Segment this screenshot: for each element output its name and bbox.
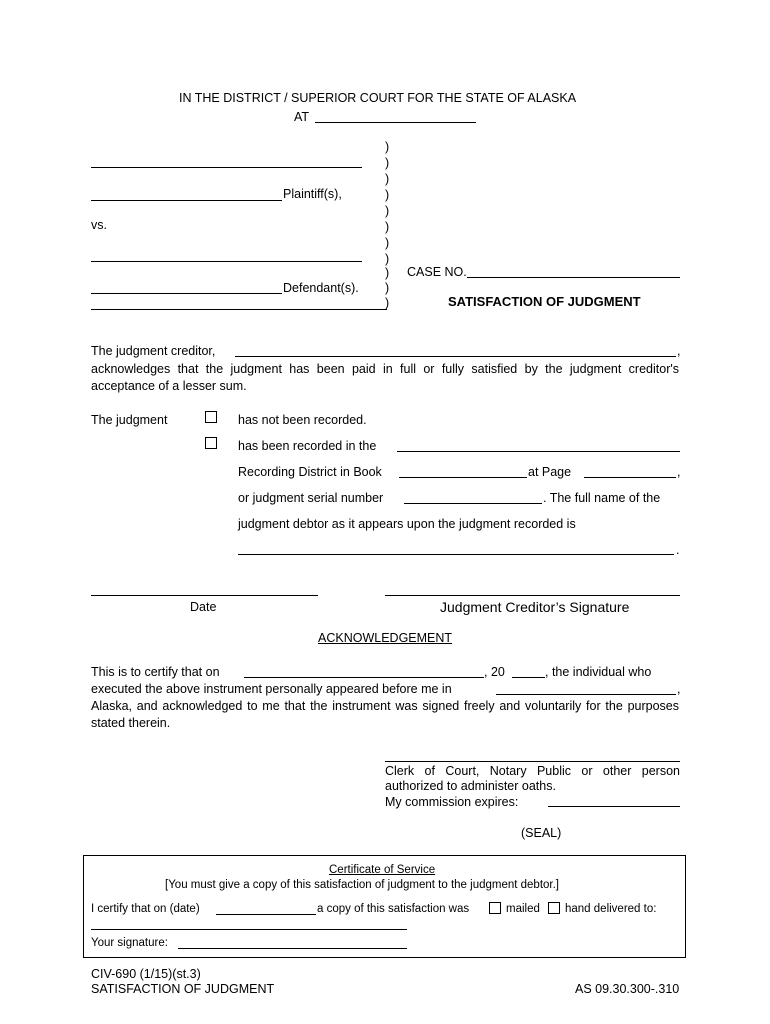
case-number-field[interactable] xyxy=(467,277,680,278)
document-title: SATISFACTION OF JUDGMENT xyxy=(448,294,641,309)
copy-text: a copy of this satisfaction was xyxy=(317,903,470,915)
creditor-statement: acknowledges that the judgment has been paid in full or fully satisfied by the judgment creditor's acceptance of a lesser sum. xyxy=(91,362,679,393)
court-heading: IN THE DISTRICT / SUPERIOR COURT FOR THE STATE OF ALASKA xyxy=(179,91,577,105)
ack-line1-end: , the individual who xyxy=(545,665,652,679)
debtor-name-text: judgment debtor as it appears upon the judgment recorded is xyxy=(238,517,576,531)
caption-paren: ) xyxy=(385,296,390,310)
ack-year-field[interactable] xyxy=(512,677,545,678)
judgment-label: The judgment xyxy=(91,413,168,427)
plaintiff-name-field-1[interactable] xyxy=(91,167,362,168)
creditor-signature-label: Judgment Creditor’s Signature xyxy=(440,599,630,615)
certificate-instruction: [You must give a copy of this satisfaction of judgment to the judgment debtor.] xyxy=(165,879,560,891)
ack-location-field[interactable] xyxy=(496,694,676,695)
seal-label: (SEAL) xyxy=(521,826,562,840)
defendant-name-field-1[interactable] xyxy=(91,261,362,262)
debtor-name-field[interactable] xyxy=(238,554,674,555)
page-label: at Page xyxy=(528,465,572,479)
hand-delivered-checkbox[interactable] xyxy=(548,902,560,914)
creditor-signature-line[interactable] xyxy=(385,595,680,596)
caption-paren: ) xyxy=(385,236,390,250)
caption-paren: ) xyxy=(385,140,390,154)
not-recorded-checkbox[interactable] xyxy=(205,411,217,423)
debtor-line-end: . xyxy=(676,543,680,557)
book-field[interactable] xyxy=(399,477,527,478)
recipient-field[interactable] xyxy=(91,929,407,930)
at-label: AT xyxy=(294,110,310,124)
your-signature-field[interactable] xyxy=(178,948,407,949)
vs-label: vs. xyxy=(91,218,107,232)
serial-number-field[interactable] xyxy=(404,503,542,504)
caption-paren: ) xyxy=(385,156,390,170)
clerk-title-line2: authorized to administer oaths. xyxy=(385,779,556,793)
ack-year-prefix: , 20 xyxy=(484,665,505,679)
ack-line2-end: , xyxy=(677,682,681,696)
caption-paren: ) xyxy=(385,220,390,234)
plaintiff-name-field-2[interactable] xyxy=(91,200,282,201)
service-date-field[interactable] xyxy=(216,914,316,915)
date-label: Date xyxy=(190,600,217,614)
mailed-label: mailed xyxy=(506,903,540,915)
defendant-name-field-2[interactable] xyxy=(91,293,282,294)
caption-bottom-rule xyxy=(91,309,387,310)
caption-paren: ) xyxy=(385,172,390,186)
mailed-checkbox[interactable] xyxy=(489,902,501,914)
form-number: CIV-690 (1/15)(st.3) xyxy=(91,967,201,981)
full-name-text: . The full name of the xyxy=(543,491,661,505)
caption-paren: ) xyxy=(385,204,390,218)
clerk-signature-line[interactable] xyxy=(385,761,680,762)
plaintiff-label: Plaintiff(s), xyxy=(283,187,342,201)
recorded-checkbox[interactable] xyxy=(205,437,217,449)
caption-paren: ) xyxy=(385,188,390,202)
recorded-label: has been recorded in the xyxy=(238,439,377,453)
case-number-label: CASE NO. xyxy=(407,265,467,279)
creditor-name-field[interactable] xyxy=(235,356,676,357)
defendant-label: Defendant(s). xyxy=(283,281,359,295)
ack-line1-start: This is to certify that on xyxy=(91,665,220,679)
ack-statement: Alaska, and acknowledged to me that the instrument was signed freely and voluntarily for the purposes stated therein. xyxy=(91,699,679,730)
commission-label: My commission expires: xyxy=(385,795,519,809)
creditor-line-end: , xyxy=(677,344,681,358)
recording-district-label: Recording District in Book xyxy=(238,465,382,479)
ack-line2-start: executed the above instrument personally appeared before me in xyxy=(91,682,452,696)
ack-date-field[interactable] xyxy=(244,677,484,678)
commission-expires-field[interactable] xyxy=(548,806,680,807)
statute-reference: AS 09.30.300-.310 xyxy=(575,982,680,996)
certify-date-label: I certify that on (date) xyxy=(91,903,200,915)
page-line-end: , xyxy=(677,465,681,479)
creditor-label: The judgment creditor, xyxy=(91,344,216,358)
certificate-title: Certificate of Service xyxy=(329,864,436,876)
caption-paren: ) xyxy=(385,252,390,266)
clerk-title-line1: Clerk of Court, Notary Public or other person xyxy=(385,764,680,778)
hand-delivered-label: hand delivered to: xyxy=(565,903,657,915)
caption-paren: ) xyxy=(385,281,390,295)
your-signature-label: Your signature: xyxy=(91,937,168,949)
form-title: SATISFACTION OF JUDGMENT xyxy=(91,982,275,996)
caption-paren: ) xyxy=(385,266,390,280)
date-signature-line[interactable] xyxy=(91,595,318,596)
recording-location-field[interactable] xyxy=(397,451,680,452)
court-location-field[interactable] xyxy=(315,122,476,123)
serial-number-label: or judgment serial number xyxy=(238,491,384,505)
not-recorded-label: has not been recorded. xyxy=(238,413,367,427)
acknowledgement-title: ACKNOWLEDGEMENT xyxy=(318,631,453,645)
page-field[interactable] xyxy=(584,477,676,478)
